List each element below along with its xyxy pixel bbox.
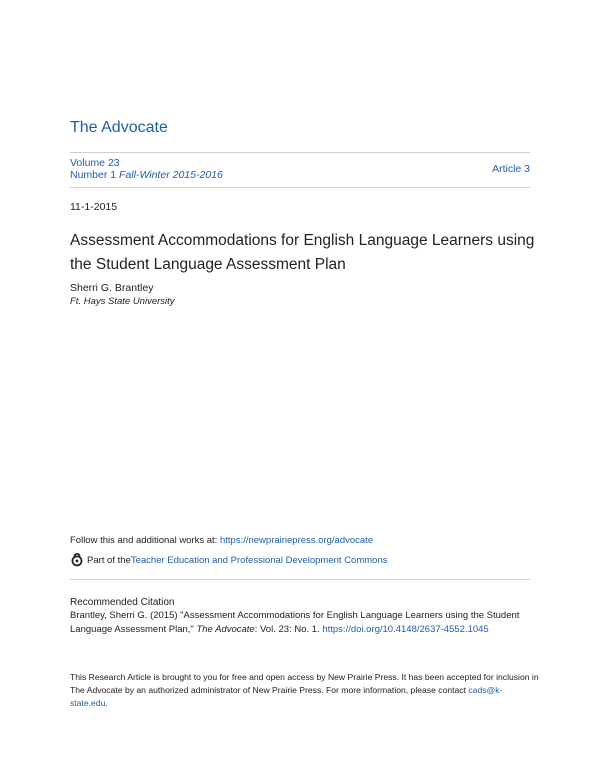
issue-line[interactable] — [70, 169, 223, 181]
paper-title: Assessment Accommodations for English Language Learners using the Student Language Assessment Plan — [70, 232, 535, 273]
access-notice — [70, 671, 540, 710]
divider — [70, 187, 530, 188]
journal-title[interactable]: The Advocate — [70, 119, 168, 136]
article-number-link[interactable]: Article 3 — [492, 163, 530, 175]
publication-date: 11-1-2015 — [70, 201, 118, 213]
author-affiliation: Ft. Hays State University — [70, 296, 175, 307]
recommended-citation-heading: Recommended Citation — [70, 597, 175, 608]
volume-link[interactable]: Volume 23 — [70, 157, 120, 169]
number-label: Number 1 — [70, 169, 117, 181]
follow-link[interactable]: https://newprairiepress.org/advocate — [219, 535, 374, 546]
issue-label: Fall-Winter 2015-2016 — [119, 169, 223, 181]
author-name: Sherri G. Brantley — [70, 282, 154, 294]
follow-line — [70, 535, 373, 546]
commons-link[interactable]: Teacher Education and Professional Development Commons — [130, 554, 388, 566]
part-of-prefix: Part of the — [87, 554, 131, 566]
notice-end: . — [105, 698, 108, 708]
citation-before: Brantley, Sherri G. (2015) "Assessment Accommodations for English Language Learners using the Student Language Assessment Plan," — [70, 610, 520, 635]
citation-text — [70, 609, 540, 637]
contact-email-link[interactable]: cads@k-state.edu — [70, 685, 503, 708]
citation-journal: The Advocate — [196, 624, 255, 635]
divider — [70, 152, 530, 153]
divider — [70, 579, 530, 580]
follow-text: Follow this and additional works at: — [70, 535, 220, 546]
open-access-lock-icon — [70, 553, 84, 567]
citation-after: : Vol. 23: No. 1. — [254, 624, 323, 635]
doi-link[interactable]: https://doi.org/10.4148/2637-4552.1045 — [322, 624, 489, 635]
part-of-line — [70, 553, 387, 567]
notice-text: This Research Article is brought to you for free and open access by New Prairie Press. It has been accepted for inclusion in The Advocate by an authorized administrator of New Prairie Press. For more information, please contact — [70, 672, 539, 695]
